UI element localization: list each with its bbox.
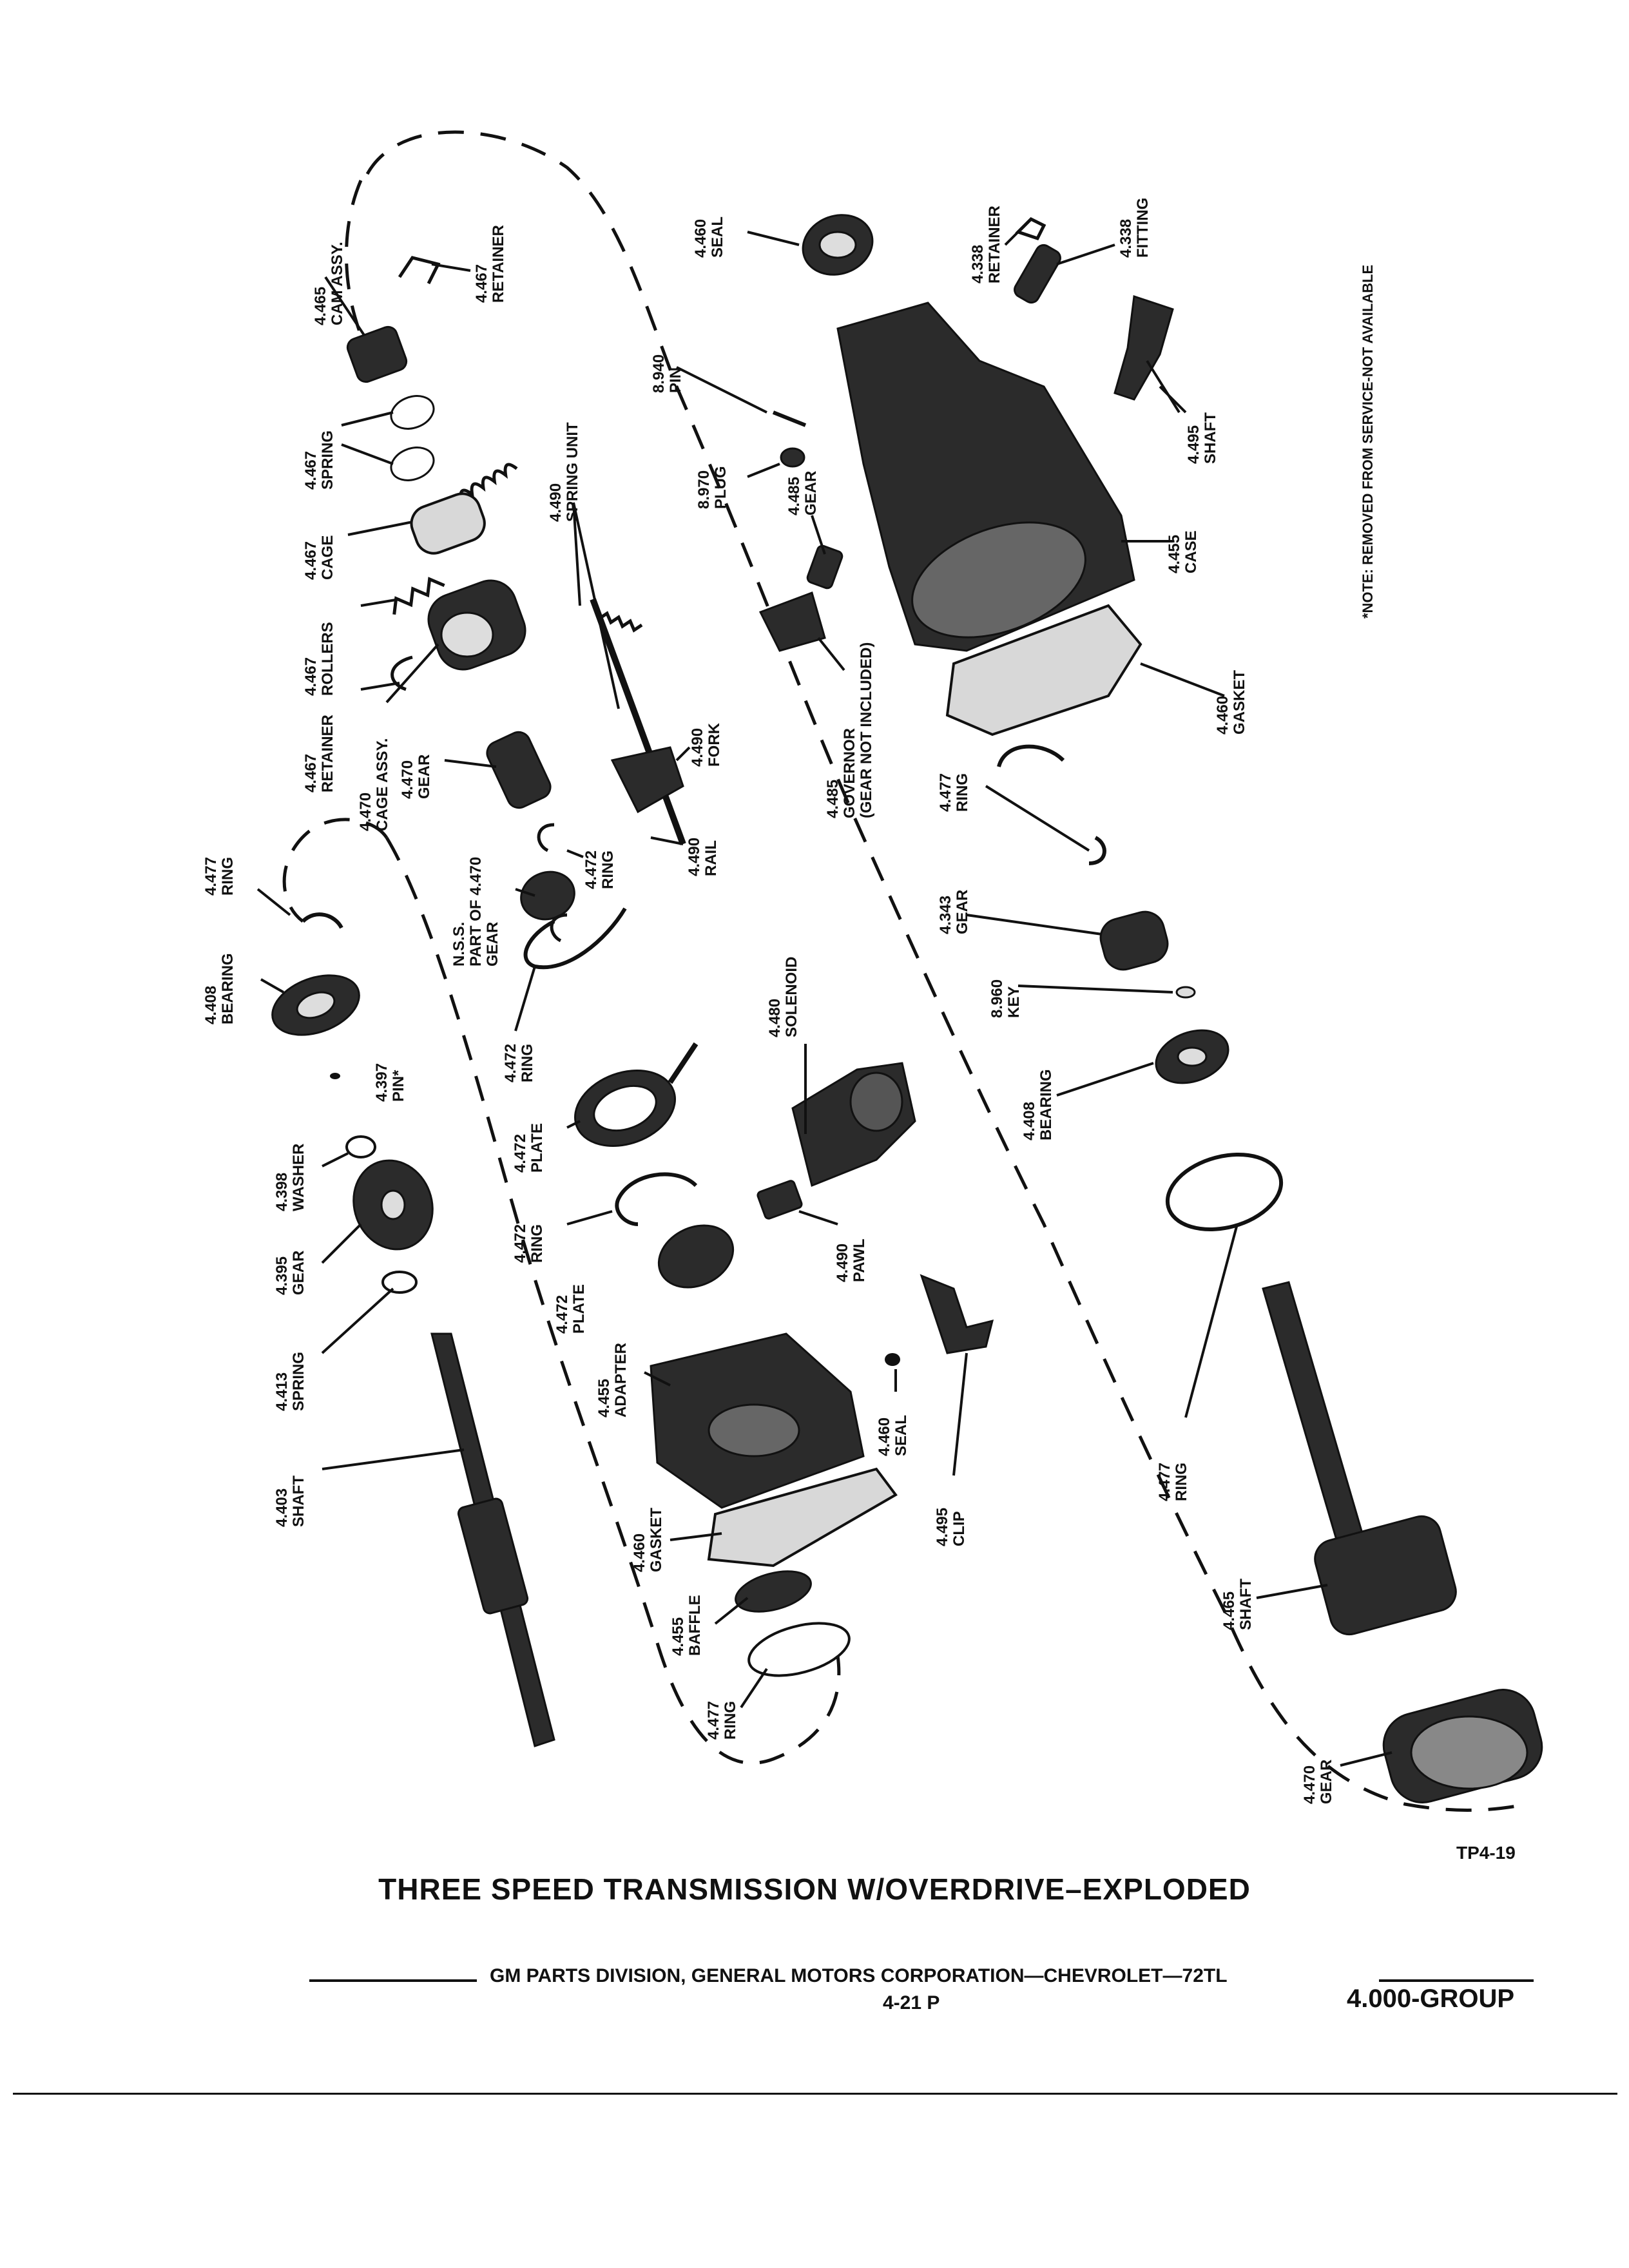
right-bearing-part	[1149, 1021, 1236, 1092]
callout-spring-4413	[273, 1352, 307, 1411]
svg-text:4.495: 4.495	[1185, 425, 1202, 464]
svg-text:4.467: 4.467	[302, 753, 320, 793]
svg-text:4.467: 4.467	[302, 450, 320, 490]
plug-part	[781, 448, 804, 466]
case-part	[838, 303, 1134, 659]
svg-text:GEAR: GEAR	[954, 889, 971, 934]
callout-ring-4477-lower	[705, 1701, 739, 1740]
callout-clip	[934, 1508, 968, 1546]
svg-text:4.485: 4.485	[786, 476, 803, 515]
svg-text:4.467: 4.467	[302, 657, 320, 696]
callout-cage	[302, 535, 336, 580]
svg-text:RING: RING	[722, 1701, 739, 1740]
svg-text:CAGE: CAGE	[319, 535, 336, 580]
callout-retainer-top	[473, 225, 507, 303]
svg-text:CAGE ASSY.: CAGE ASSY.	[374, 738, 391, 831]
callout-rollers	[302, 622, 336, 696]
svg-text:RING: RING	[219, 857, 236, 896]
baffle-part	[731, 1564, 815, 1619]
spring-4413-part	[383, 1272, 416, 1293]
footer-rule-left	[309, 1979, 477, 1982]
right-ring-part-2	[1089, 838, 1104, 863]
callout-ring-4472-a	[583, 850, 617, 889]
callout-solenoid	[766, 957, 800, 1037]
svg-text:GEAR: GEAR	[1318, 1759, 1335, 1804]
svg-text:GEAR: GEAR	[484, 921, 501, 966]
callout-pawl	[834, 1238, 868, 1282]
svg-text:ROLLERS: ROLLERS	[319, 622, 336, 696]
svg-text:(GEAR NOT INCLUDED): (GEAR NOT INCLUDED)	[858, 642, 875, 818]
svg-text:N.S.S.: N.S.S.	[450, 921, 468, 966]
svg-text:RING: RING	[519, 1044, 536, 1082]
svg-text:4.467: 4.467	[473, 264, 490, 303]
cage-assembly-part	[421, 573, 533, 677]
svg-text:GEAR: GEAR	[802, 470, 820, 515]
svg-text:4.490: 4.490	[834, 1243, 851, 1282]
callout-shaft-4495	[1185, 412, 1219, 464]
callout-ring-4477-far	[1156, 1463, 1190, 1501]
svg-text:PIN: PIN	[667, 367, 684, 393]
svg-text:CASE: CASE	[1182, 530, 1200, 573]
svg-text:PLUG: PLUG	[712, 466, 729, 509]
svg-text:4.472: 4.472	[554, 1294, 571, 1334]
svg-text:PART OF 4.470: PART OF 4.470	[467, 856, 485, 966]
svg-text:4.343: 4.343	[937, 895, 954, 934]
service-note-text: *NOTE: REMOVED FROM SERVICE-NOT AVAILABLE	[1360, 264, 1376, 619]
callout-adapter	[595, 1343, 630, 1418]
svg-text:SHAFT: SHAFT	[1237, 1579, 1255, 1630]
svg-text:PLATE: PLATE	[570, 1284, 588, 1334]
callout-ring-4472-c	[512, 1224, 546, 1263]
assembly-path-inner	[387, 838, 839, 1763]
footer-page-number: 4-21 P	[883, 1992, 940, 2013]
cage-part	[407, 488, 490, 558]
left-bearing-part	[264, 965, 367, 1046]
callout-spring	[302, 430, 336, 490]
svg-text:4.397: 4.397	[373, 1062, 390, 1102]
callout-plate-b	[554, 1284, 588, 1334]
footer-rule-right	[1379, 1979, 1534, 1982]
spring-ring-part-1	[387, 390, 438, 434]
svg-text:4.485: 4.485	[824, 779, 842, 818]
service-note	[1360, 265, 1376, 619]
small-gear-part	[483, 728, 554, 811]
svg-text:4.490: 4.490	[547, 483, 564, 522]
callout-rail	[686, 838, 720, 876]
pin-part	[330, 1073, 340, 1079]
svg-text:4.470: 4.470	[357, 792, 374, 831]
top-seal-part	[795, 206, 881, 284]
svg-text:BEARING: BEARING	[219, 953, 236, 1024]
svg-text:4.472: 4.472	[512, 1224, 529, 1263]
svg-text:GOVERNOR: GOVERNOR	[841, 727, 858, 818]
callout-fork	[689, 722, 723, 767]
svg-text:GASKET: GASKET	[648, 1507, 665, 1572]
callout-retainer-4338	[969, 206, 1003, 284]
svg-text:GEAR: GEAR	[290, 1250, 307, 1295]
pawl-part	[757, 1180, 802, 1220]
svg-text:4.477: 4.477	[202, 856, 220, 896]
key-part	[1177, 987, 1195, 997]
plate-b-part	[649, 1214, 744, 1299]
callout-gasket-lower	[631, 1508, 665, 1572]
main-shaft-part	[432, 1334, 554, 1746]
svg-text:4.477: 4.477	[937, 773, 954, 812]
lower-seal-part	[885, 1353, 900, 1366]
svg-text:KEY: KEY	[1005, 986, 1023, 1018]
pin-8940-part	[773, 412, 805, 425]
svg-text:4.403: 4.403	[273, 1488, 291, 1527]
svg-text:4.470: 4.470	[399, 760, 416, 799]
svg-text:ADAPTER: ADAPTER	[612, 1342, 630, 1418]
solenoid-part	[793, 1063, 915, 1186]
svg-text:8.940: 8.940	[650, 354, 668, 393]
svg-text:4.408: 4.408	[202, 985, 220, 1024]
callout-gear-4470-small	[399, 754, 433, 799]
clip-part	[921, 1276, 992, 1353]
callout-nss-gear	[450, 857, 501, 966]
ring-c-part	[617, 1175, 696, 1224]
svg-text:RING: RING	[599, 850, 617, 889]
svg-text:4.338: 4.338	[1117, 218, 1135, 258]
svg-text:8.960: 8.960	[988, 979, 1006, 1018]
callout-case	[1166, 530, 1200, 573]
output-shaft-part	[1263, 1282, 1460, 1639]
callout-pin-8940	[650, 354, 684, 393]
svg-text:SEAL: SEAL	[892, 1414, 910, 1456]
svg-text:4.460: 4.460	[1214, 695, 1231, 735]
shift-fork-assembly-part	[593, 599, 683, 844]
bottom-rule	[13, 2093, 1617, 2095]
callout-baffle	[670, 1595, 704, 1656]
svg-text:4.477: 4.477	[705, 1700, 722, 1740]
callout-gear-4343	[937, 890, 971, 934]
svg-text:GASKET: GASKET	[1231, 669, 1248, 735]
callout-gear-4485	[786, 471, 820, 515]
callout-bearing-left	[202, 953, 236, 1024]
svg-text:4.398: 4.398	[273, 1172, 291, 1211]
svg-text:GEAR: GEAR	[416, 754, 433, 799]
retainer-top-part	[400, 258, 438, 284]
figure-reference-code: TP4-19	[1456, 1843, 1516, 1863]
svg-text:4.455: 4.455	[1166, 534, 1183, 573]
callout-washer	[273, 1144, 307, 1211]
gear-4343-part	[1096, 907, 1171, 974]
svg-text:SPRING: SPRING	[319, 430, 336, 490]
right-ring-part	[999, 747, 1063, 767]
svg-text:PLATE: PLATE	[528, 1123, 546, 1173]
svg-text:RETAINER: RETAINER	[986, 206, 1003, 284]
callout-plate-a	[512, 1123, 546, 1173]
svg-text:4.472: 4.472	[502, 1043, 519, 1082]
svg-text:4.460: 4.460	[692, 218, 709, 258]
svg-text:4.455: 4.455	[595, 1378, 613, 1418]
svg-text:SPRING UNIT: SPRING UNIT	[564, 422, 581, 522]
svg-text:RING: RING	[954, 773, 971, 812]
svg-text:4.470: 4.470	[1301, 1765, 1318, 1804]
callout-ring-4472-b	[502, 1044, 536, 1082]
callout-key	[988, 979, 1023, 1018]
spring-ring-part-2	[387, 442, 438, 486]
svg-text:RAIL: RAIL	[702, 840, 720, 876]
callout-name: CAM ASSY.	[329, 242, 346, 325]
svg-text:4.477: 4.477	[1156, 1462, 1173, 1501]
cam-assembly-part	[345, 324, 409, 384]
svg-text:4.413: 4.413	[273, 1372, 291, 1411]
svg-text:WASHER: WASHER	[290, 1143, 307, 1211]
svg-text:4.480: 4.480	[766, 998, 784, 1037]
svg-text:4.490: 4.490	[686, 837, 703, 876]
callout-pin-4397	[373, 1063, 407, 1102]
svg-text:4.490: 4.490	[689, 727, 706, 767]
svg-text:4.455: 4.455	[670, 1617, 687, 1656]
gear-4395-part	[342, 1149, 445, 1261]
callout-cage-assy	[357, 738, 391, 831]
svg-text:4.465: 4.465	[1220, 1591, 1238, 1630]
callout-gear-4470-large	[1301, 1760, 1335, 1804]
svg-text:SHAFT: SHAFT	[290, 1475, 307, 1527]
svg-text:RETAINER: RETAINER	[490, 225, 507, 303]
nss-gear-part	[514, 865, 581, 927]
far-ring-part	[1159, 1143, 1289, 1242]
small-ring-part-2	[552, 915, 567, 941]
svg-text:CLIP: CLIP	[950, 1511, 968, 1546]
governor-part	[760, 544, 843, 651]
svg-text:4.338: 4.338	[969, 244, 987, 284]
washer-part	[347, 1137, 375, 1157]
svg-text:BAFFLE: BAFFLE	[686, 1595, 704, 1656]
callout-gasket-right	[1214, 670, 1248, 735]
callout-ring-4477-right	[937, 773, 971, 812]
shaft-4495-part	[1115, 296, 1173, 399]
svg-text:4.467: 4.467	[302, 541, 320, 580]
svg-text:4.472: 4.472	[512, 1133, 529, 1173]
callout-code: 4.465	[312, 286, 329, 325]
svg-text:4.460: 4.460	[631, 1533, 648, 1572]
svg-text:SHAFT: SHAFT	[1202, 412, 1219, 464]
svg-text:FORK: FORK	[706, 723, 723, 767]
left-ring-part	[303, 914, 342, 928]
svg-text:4.460: 4.460	[876, 1417, 893, 1456]
svg-text:FITTING: FITTING	[1134, 197, 1152, 258]
callout-bearing-right	[1021, 1069, 1055, 1140]
callout-shaft-4465	[1220, 1579, 1255, 1630]
callout-seal-top	[692, 216, 726, 258]
footer-division: GM PARTS DIVISION, GENERAL MOTORS CORPORATION—CHEVROLET—72TL	[490, 1965, 1228, 1986]
small-ring-part-1	[539, 825, 554, 850]
callout-shaft-4403	[273, 1475, 307, 1527]
large-gear-part	[1376, 1682, 1549, 1809]
retainer-4338-part	[1018, 219, 1044, 238]
svg-text:SEAL: SEAL	[709, 216, 726, 258]
footer-group: 4.000-GROUP	[1347, 1984, 1515, 2013]
svg-text:RETAINER: RETAINER	[319, 715, 336, 793]
svg-text:PAWL: PAWL	[851, 1238, 868, 1282]
callout-retainer	[302, 715, 336, 793]
svg-text:4.408: 4.408	[1021, 1101, 1038, 1140]
plate-a-part	[564, 1044, 696, 1159]
svg-text:RING: RING	[528, 1224, 546, 1263]
fitting-part	[1012, 242, 1063, 305]
svg-text:RING: RING	[1173, 1463, 1190, 1501]
svg-text:BEARING: BEARING	[1037, 1069, 1055, 1140]
callout-fitting	[1117, 198, 1152, 258]
callout-spring-unit	[547, 422, 581, 522]
callout-governor	[824, 642, 875, 818]
callout-cam-assy	[312, 242, 346, 325]
svg-text:SOLENOID: SOLENOID	[783, 956, 800, 1037]
svg-text:4.472: 4.472	[583, 850, 600, 889]
svg-text:SPRING: SPRING	[290, 1351, 307, 1411]
svg-text:4.495: 4.495	[934, 1507, 951, 1546]
callout-plug	[695, 466, 729, 509]
svg-text:8.970: 8.970	[695, 470, 713, 509]
assembly-path-left-arc	[284, 820, 387, 921]
callout-ring-4477-left	[202, 857, 236, 896]
diagram-title: THREE SPEED TRANSMISSION W/OVERDRIVE–EXPLODED	[378, 1872, 1251, 1906]
callout-seal-lower	[876, 1415, 910, 1456]
svg-text:4.395: 4.395	[273, 1256, 291, 1295]
svg-text:PIN*: PIN*	[390, 1070, 407, 1102]
callout-gear-4395	[273, 1251, 307, 1295]
